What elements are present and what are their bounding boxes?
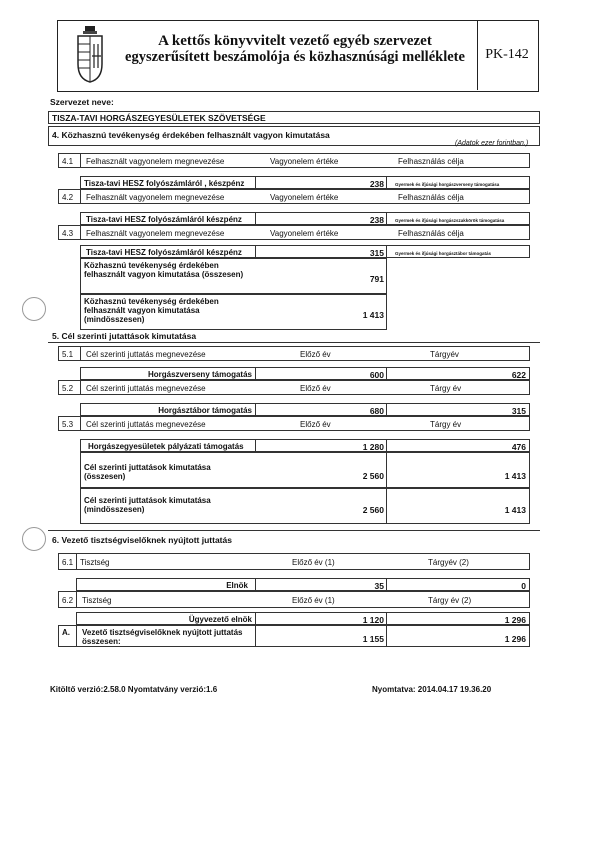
section5-total-curr: 1 413: [504, 471, 526, 481]
row-4-3-purpose: Gyermek és ifjúsági horgásztábor támogatás: [395, 251, 492, 256]
row-5-3-curr: 476: [511, 442, 526, 452]
section6-total-label: Vezető tisztségviselőknek nyújtott juttatás összesen:: [82, 628, 243, 646]
divider: [255, 578, 256, 591]
row-4-1-desc-label: Felhasznált vagyonelem megnevezése: [86, 157, 225, 166]
section5-total-label: Cél szerinti juttatások kimutatása (összesen): [84, 463, 211, 481]
divider: [255, 612, 256, 625]
row-4-3-value-label: Vagyonelem értéke: [270, 229, 339, 238]
divider: [255, 176, 256, 189]
divider: [80, 416, 81, 431]
row-6-1-prev: 35: [374, 581, 384, 591]
row-4-2-purpose: Gyermek és ifjúsági horgászszakkörök támogatása: [395, 218, 505, 223]
row-4-1-value: 238: [369, 179, 384, 189]
divider: [48, 530, 540, 531]
row-6-1-name: Elnök: [226, 581, 248, 590]
row-5-1-name: Horgászverseny támogatás: [147, 370, 252, 379]
divider: [386, 452, 387, 488]
row-4-1-num: 4.1: [62, 157, 74, 166]
divider: [386, 625, 387, 647]
org-name: TISZA-TAVI HORGÁSZEGYESÜLETEK SZÖVETSÉGE: [52, 113, 266, 123]
divider: [80, 346, 81, 361]
section6-total-prev: 1 155: [362, 634, 384, 644]
row-5-1-curr: 622: [511, 370, 526, 380]
divider: [255, 439, 256, 452]
row-4-3-num: 4.3: [62, 229, 74, 238]
row-5-3-prev: 1 280: [362, 442, 384, 452]
row-4-3-purpose-label: Felhasználás célja: [398, 229, 464, 238]
divider: [255, 403, 256, 416]
form-title-line2: egyszerűsített beszámolója és közhasznúsági melléklete: [125, 49, 465, 65]
form-title-line1: A kettős könyvvitelt vezető egyéb szervezet: [158, 33, 432, 49]
row-5-2-name: Horgásztábor támogatás: [158, 406, 252, 415]
row-6-1-num: 6.1: [62, 558, 74, 567]
coat-of-arms-icon: [75, 24, 105, 84]
divider: [80, 189, 81, 204]
row-5-2-prev-label: Előző év: [300, 384, 331, 393]
divider: [80, 153, 81, 168]
divider: [255, 367, 256, 380]
row-4-1-value-label: Vagyonelem értéke: [270, 157, 339, 166]
row-6-1-desc-label: Tisztség: [80, 558, 110, 567]
row-5-3-curr-label: Tárgy év: [430, 420, 462, 429]
row-5-1-prev: 600: [369, 370, 384, 380]
row-4-2-purpose-label: Felhasználás célja: [398, 193, 464, 202]
divider: [80, 225, 81, 240]
section4-total-label: Közhasznú tevékenység érdekében felhasznált vagyon kimutatása (összesen): [84, 261, 244, 279]
punch-hole: [22, 527, 46, 551]
divider: [386, 439, 387, 452]
section4-total-value: 791: [369, 274, 384, 284]
row-4-3-desc-label: Felhasznált vagyonelem megnevezése: [86, 229, 225, 238]
footer-version: Kitöltő verzió:2.58.0 Nyomtatvány verzió:1.6: [50, 685, 218, 694]
form-code: PK-142: [485, 47, 529, 62]
section5-grand-label: Cél szerinti juttatások kimutatása (mindösszesen): [84, 496, 211, 514]
row-5-3-desc-label: Cél szerinti juttatás megnevezése: [86, 420, 206, 429]
divider: [255, 625, 256, 647]
divider: [386, 367, 387, 380]
divider: [76, 553, 77, 570]
row-5-1-prev-label: Előző év: [300, 350, 331, 359]
divider: [386, 403, 387, 416]
row-6-1-prev-label: Előző év (1): [292, 558, 335, 567]
row-5-2-curr-label: Tárgy év: [430, 384, 462, 393]
section6-total-curr: 1 296: [504, 634, 526, 644]
divider: [386, 612, 387, 625]
row-5-1-num: 5.1: [62, 350, 74, 359]
row-4-3-value: 315: [369, 248, 384, 258]
row-4-2-num: 4.2: [62, 193, 74, 202]
section5-grand-prev: 2 560: [362, 505, 384, 515]
row-4-2-desc-label: Felhasznált vagyonelem megnevezése: [86, 193, 225, 202]
row-5-3-name: Horgászegyesületek pályázati támogatás: [88, 442, 244, 451]
row-5-1-curr-label: Tárgyév: [430, 350, 459, 359]
section4-grand-label: Közhasznú tevékenység érdekében felhasznált vagyon kimutatása (mindösszesen): [84, 297, 219, 324]
row-6-2-name: Ügyvezető elnök: [188, 615, 252, 624]
footer-printed: Nyomtatva: 2014.04.17 19.36.20: [372, 685, 492, 694]
divider: [386, 488, 387, 524]
row-5-1-desc-label: Cél szerinti juttatás megnevezése: [86, 350, 206, 359]
divider: [255, 245, 256, 258]
divider: [255, 212, 256, 225]
row-6-1-curr: 0: [521, 581, 526, 591]
row-4-1-purpose: Gyermek és ifjúsági horgászverseny támogatása: [395, 182, 500, 187]
row-6-2-curr: 1 296: [504, 615, 526, 625]
row-4-1-name: Tisza-tavi HESZ folyószámláról , készpénz: [84, 179, 245, 188]
divider: [48, 342, 540, 343]
row-6-2-desc-label: Tisztség: [82, 596, 112, 605]
divider: [76, 591, 77, 608]
divider: [386, 176, 387, 189]
section5-grand-curr: 1 413: [504, 505, 526, 515]
row-4-2-value: 238: [369, 215, 384, 225]
punch-hole: [22, 297, 46, 321]
org-label: Szervezet neve:: [50, 97, 114, 107]
row-6-1-curr-label: Tárgyév (2): [428, 558, 469, 567]
row-6-2-prev: 1 120: [362, 615, 384, 625]
row-4-2-name: Tisza-tavi HESZ folyószámláról készpénz: [86, 215, 242, 224]
row-4-2-value-label: Vagyonelem értéke: [270, 193, 339, 202]
row-5-3-prev-label: Előző év: [300, 420, 331, 429]
divider: [386, 212, 387, 225]
row-5-2-curr: 315: [511, 406, 526, 416]
divider: [386, 578, 387, 591]
row-6-2-curr-label: Tárgy év (2): [428, 596, 472, 605]
section6-total-num: A.: [62, 628, 70, 637]
section4-grand-value: 1 413: [362, 310, 384, 320]
section4-unit-note: (Adatok ezer forintban.): [455, 140, 529, 147]
row-5-3-num: 5.3: [62, 420, 74, 429]
row-5-2-num: 5.2: [62, 384, 74, 393]
row-6-2-num: 6.2: [62, 596, 74, 605]
section6-title: 6. Vezető tisztségviselőknek nyújtott juttatás: [52, 535, 232, 545]
row-4-3-name: Tisza-tavi HESZ folyószámláról készpénz: [86, 248, 242, 257]
section5-title: 5. Cél szerinti jutattások kimutatása: [52, 331, 197, 341]
row-6-2-prev-label: Előző év (1): [292, 596, 335, 605]
row-5-2-desc-label: Cél szerinti juttatás megnevezése: [86, 384, 206, 393]
section5-total-prev: 2 560: [362, 471, 384, 481]
divider: [76, 625, 77, 647]
divider: [386, 245, 387, 258]
row-4-1-purpose-label: Felhasználás célja: [398, 157, 464, 166]
section4-title: 4. Közhasznú tevékenység érdekében felhasznált vagyon kimutatása: [52, 130, 330, 140]
divider: [80, 380, 81, 395]
row-5-2-prev: 680: [369, 406, 384, 416]
